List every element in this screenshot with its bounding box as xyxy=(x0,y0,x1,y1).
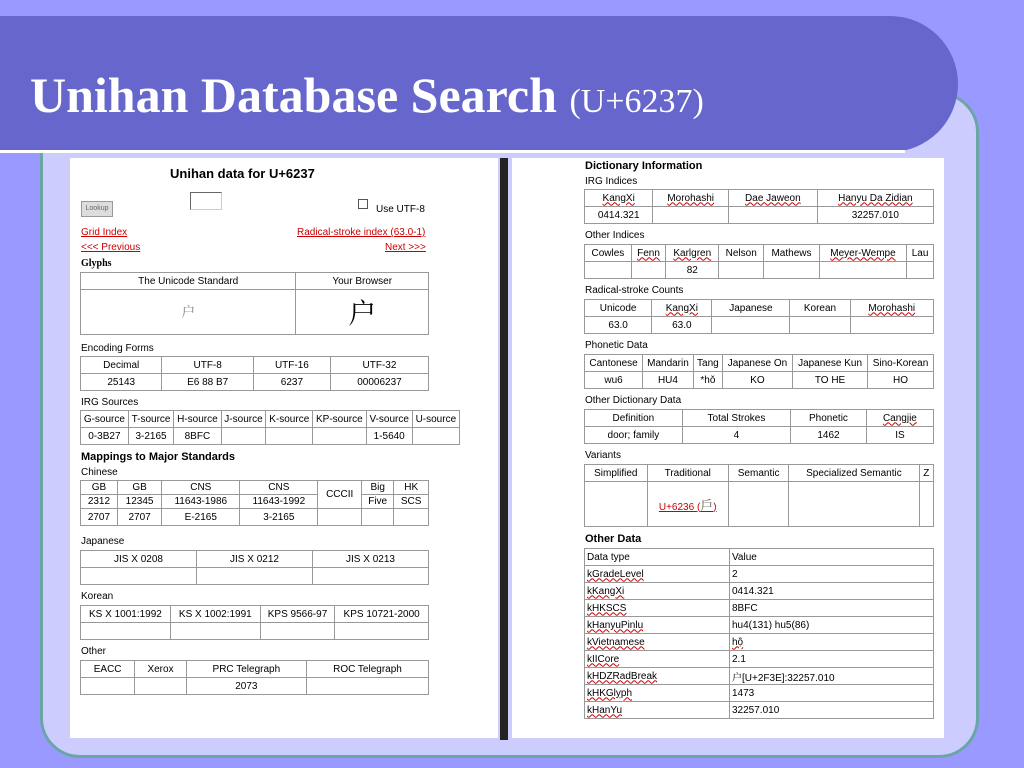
encoding-header: Decimal xyxy=(81,357,162,374)
odd-value: 1462 xyxy=(791,427,867,444)
other-index-header: Lau xyxy=(907,245,934,262)
phonetic-value: HU4 xyxy=(643,372,694,389)
left-page xyxy=(70,158,498,738)
rs-value: 63.0 xyxy=(585,317,652,334)
slide-title: Unihan Database Search (U+6237) xyxy=(30,67,704,123)
phonetic-label: Phonetic Data xyxy=(585,340,648,351)
korean-header: KPS 9566-97 xyxy=(260,606,334,623)
chinese-header: Big xyxy=(362,481,394,495)
table-row xyxy=(585,583,934,600)
irg-indices-table xyxy=(584,189,934,224)
odd-header: Phonetic xyxy=(791,410,867,427)
data-value: ⼾[U+2F3E]:32257.010 xyxy=(730,668,934,685)
irg-value: 1-5640 xyxy=(366,428,412,445)
table-row xyxy=(585,668,934,685)
irg-header: K-source xyxy=(266,411,313,428)
previous-link[interactable]: <<< Previous xyxy=(81,242,141,253)
unicode-glyph: 户 xyxy=(81,290,296,335)
right-page xyxy=(512,158,944,738)
data-type: kHKGlyph xyxy=(585,685,730,702)
data-type: kIICore xyxy=(585,651,730,668)
other-value xyxy=(135,678,187,695)
other-index-header: Meyer-Wempe xyxy=(819,245,906,262)
irg-index-value: 32257.010 xyxy=(817,207,933,224)
korean-header: KS X 1001:1992 xyxy=(81,606,171,623)
korean-value xyxy=(260,623,334,640)
chinese-value: E-2165 xyxy=(162,509,240,526)
radical-stroke-table xyxy=(584,299,934,334)
other-index-header: Karlgren xyxy=(666,245,719,262)
phonetic-header: Sino-Korean xyxy=(868,355,934,372)
korean-header: KPS 10721-2000 xyxy=(335,606,429,623)
variant-traditional xyxy=(647,482,728,527)
data-value: hộ xyxy=(730,634,934,651)
other-dictionary-table xyxy=(584,409,934,444)
other-index-header: Mathews xyxy=(764,245,820,262)
other-index-header: Nelson xyxy=(719,245,764,262)
irg-header: H-source xyxy=(174,411,221,428)
japanese-header: JIS X 0213 xyxy=(313,551,429,568)
irg-value: 0-3B27 xyxy=(81,428,129,445)
phonetic-header: Cantonese xyxy=(585,355,643,372)
other-dictionary-label: Other Dictionary Data xyxy=(585,395,682,406)
encoding-value: E6 88 B7 xyxy=(162,374,253,391)
radical-stroke-label: Radical-stroke Counts xyxy=(585,285,684,296)
other-data-table xyxy=(584,548,934,719)
data-type: kKangXi xyxy=(585,583,730,600)
rs-value: 63.0 xyxy=(652,317,712,334)
korean-value xyxy=(170,623,260,640)
irg-index-header: Hanyu Da Zidian xyxy=(817,190,933,207)
glyph-header: Your Browser xyxy=(296,273,429,290)
korean-value xyxy=(335,623,429,640)
chinese-value xyxy=(318,509,362,526)
other-value: 2073 xyxy=(186,678,306,695)
encoding-header: UTF-32 xyxy=(330,357,428,374)
rs-header: Unicode xyxy=(585,300,652,317)
chinese-header: GB xyxy=(117,481,161,495)
dictionary-info-label: Dictionary Information xyxy=(585,160,703,172)
korean-label: Korean xyxy=(81,591,114,602)
other-index-value: 82 xyxy=(666,262,719,279)
irg-indices-label: IRG Indices xyxy=(585,176,638,187)
chinese-value xyxy=(362,509,394,526)
rs-header: Morohashi xyxy=(850,300,933,317)
irg-index-header: Morohashi xyxy=(653,190,729,207)
grid-index-link[interactable]: Grid Index xyxy=(81,227,128,238)
other-data-header: Data type xyxy=(585,549,730,566)
title-band xyxy=(0,16,958,152)
glyphs-label: Glyphs xyxy=(81,258,112,269)
odd-header: Cangjie xyxy=(866,410,933,427)
irg-value xyxy=(313,428,367,445)
japanese-value xyxy=(81,568,197,585)
use-utf8-label: Use UTF-8 xyxy=(376,204,425,215)
irg-header: J-source xyxy=(221,411,266,428)
odd-value: door; family xyxy=(585,427,683,444)
phonetic-value: *hǒ xyxy=(693,372,722,389)
data-type: kGradeLevel xyxy=(585,566,730,583)
other-value xyxy=(306,678,428,695)
other-index-value xyxy=(819,262,906,279)
irg-index-value: 0414.321 xyxy=(585,207,653,224)
irg-value xyxy=(266,428,313,445)
phonetic-value: wu6 xyxy=(585,372,643,389)
rs-header: Japanese xyxy=(712,300,790,317)
encoding-value: 00006237 xyxy=(330,374,428,391)
other-mappings-label: Other xyxy=(81,646,107,657)
phonetic-value: HO xyxy=(868,372,934,389)
data-type: kVietnamese xyxy=(585,634,730,651)
data-value: 8BFC xyxy=(730,600,934,617)
rs-value xyxy=(712,317,790,334)
browser-glyph: 户 xyxy=(296,290,429,335)
other-data-label: Other Data xyxy=(585,533,642,545)
data-type: kHDZRadBreak xyxy=(585,668,730,685)
irg-index-value xyxy=(653,207,729,224)
chinese-header: 11643-1992 xyxy=(240,495,318,509)
other-index-header: Cowles xyxy=(585,245,632,262)
other-index-value xyxy=(631,262,665,279)
data-value: 2 xyxy=(730,566,934,583)
other-header: Xerox xyxy=(135,661,187,678)
variant-header: Simplified xyxy=(585,465,648,482)
mappings-label: Mappings to Major Standards xyxy=(81,451,236,463)
chinese-value: 2707 xyxy=(81,509,118,526)
variant-header: Traditional xyxy=(647,465,728,482)
chinese-value xyxy=(394,509,429,526)
other-value xyxy=(81,678,135,695)
irg-sources-table xyxy=(80,410,460,445)
search-input[interactable] xyxy=(190,192,222,210)
irg-index-header: KangXi xyxy=(585,190,653,207)
title-rule xyxy=(0,150,905,153)
encoding-table xyxy=(80,356,429,391)
other-header: PRC Telegraph xyxy=(186,661,306,678)
data-value: 1473 xyxy=(730,685,934,702)
chinese-header: SCS xyxy=(394,495,429,509)
other-indices-label: Other Indices xyxy=(585,230,645,241)
irg-index-header: Dae Jaweon xyxy=(729,190,818,207)
other-index-value xyxy=(585,262,632,279)
other-header: ROC Telegraph xyxy=(306,661,428,678)
phonetic-header: Japanese On xyxy=(722,355,792,372)
phonetic-header: Tang xyxy=(693,355,722,372)
encoding-value: 25143 xyxy=(81,374,162,391)
variant-semantic xyxy=(728,482,788,527)
irg-value: 3-2165 xyxy=(128,428,174,445)
data-type: kHanYu xyxy=(585,702,730,719)
rs-value xyxy=(790,317,850,334)
radical-index-link[interactable]: Radical-stroke index (63.0-1) xyxy=(297,227,426,238)
phonetic-value: TO HE xyxy=(793,372,868,389)
encoding-header: UTF-8 xyxy=(162,357,253,374)
irg-value xyxy=(412,428,459,445)
irg-header: V-source xyxy=(366,411,412,428)
phonetic-table xyxy=(584,354,934,389)
odd-header: Total Strokes xyxy=(682,410,790,427)
chinese-value: 3-2165 xyxy=(240,509,318,526)
irg-sources-label: IRG Sources xyxy=(81,397,139,408)
variant-header: Specialized Semantic xyxy=(789,465,919,482)
irg-header: G-source xyxy=(81,411,129,428)
chinese-table xyxy=(80,480,429,526)
chinese-header: 2312 xyxy=(81,495,118,509)
other-index-value xyxy=(764,262,820,279)
rs-header: Korean xyxy=(790,300,850,317)
korean-header: KS X 1002:1991 xyxy=(170,606,260,623)
variant-simplified xyxy=(585,482,648,527)
encoding-header: UTF-16 xyxy=(253,357,330,374)
use-utf8-checkbox[interactable] xyxy=(358,199,368,209)
chinese-header: HK xyxy=(394,481,429,495)
odd-value: IS xyxy=(866,427,933,444)
chinese-header: CNS xyxy=(240,481,318,495)
data-type: kHanyuPinlu xyxy=(585,617,730,634)
page-heading: Unihan data for U+6237 xyxy=(170,166,315,181)
chinese-header: 11643-1986 xyxy=(162,495,240,509)
encoding-label: Encoding Forms xyxy=(81,343,154,354)
variant-specialized-semantic xyxy=(789,482,919,527)
japanese-header: JIS X 0212 xyxy=(197,551,313,568)
slide-title-code: (U+6237) xyxy=(569,83,704,120)
encoding-value: 6237 xyxy=(253,374,330,391)
chinese-header: Five xyxy=(362,495,394,509)
korean-table xyxy=(80,605,429,640)
chinese-header: 12345 xyxy=(117,495,161,509)
rs-header: KangXi xyxy=(652,300,712,317)
phonetic-header: Japanese Kun xyxy=(793,355,868,372)
data-value: 0414.321 xyxy=(730,583,934,600)
other-header: EACC xyxy=(81,661,135,678)
data-value: hu4(131) hu5(86) xyxy=(730,617,934,634)
lookup-button[interactable]: Lookup xyxy=(81,201,113,217)
variants-label: Variants xyxy=(585,450,621,461)
chinese-header: GB xyxy=(81,481,118,495)
traditional-variant-link[interactable]: U+6236 (戶) xyxy=(658,497,717,513)
other-index-value xyxy=(907,262,934,279)
table-row xyxy=(585,702,934,719)
chinese-value: 2707 xyxy=(117,509,161,526)
irg-header: U-source xyxy=(412,411,459,428)
other-mappings-table xyxy=(80,660,429,695)
rs-value xyxy=(850,317,933,334)
variants-table xyxy=(584,464,934,527)
variant-header: Z xyxy=(919,465,933,482)
korean-value xyxy=(81,623,171,640)
variant-z xyxy=(919,482,933,527)
table-row xyxy=(585,685,934,702)
chinese-header: CNS xyxy=(162,481,240,495)
data-value: 32257.010 xyxy=(730,702,934,719)
other-data-header: Value xyxy=(730,549,934,566)
japanese-header: JIS X 0208 xyxy=(81,551,197,568)
irg-header: T-source xyxy=(128,411,174,428)
next-link[interactable]: Next >>> xyxy=(385,242,426,253)
odd-value: 4 xyxy=(682,427,790,444)
phonetic-header: Mandarin xyxy=(643,355,694,372)
japanese-value xyxy=(197,568,313,585)
data-value: 2.1 xyxy=(730,651,934,668)
glyphs-table xyxy=(80,272,429,335)
japanese-value xyxy=(313,568,429,585)
variant-header: Semantic xyxy=(728,465,788,482)
traditional-variant-glyph: 戶 xyxy=(700,497,714,513)
chinese-header: CCCII xyxy=(318,481,362,509)
phonetic-value: KO xyxy=(722,372,792,389)
data-type: kHKSCS xyxy=(585,600,730,617)
other-index-value xyxy=(719,262,764,279)
irg-index-value xyxy=(729,207,818,224)
table-row xyxy=(585,566,934,583)
odd-header: Definition xyxy=(585,410,683,427)
table-row xyxy=(585,600,934,617)
japanese-table xyxy=(80,550,429,585)
irg-value: 8BFC xyxy=(174,428,221,445)
table-row xyxy=(585,634,934,651)
irg-header: KP-source xyxy=(313,411,367,428)
other-index-header: Fenn xyxy=(631,245,665,262)
japanese-label: Japanese xyxy=(81,536,125,547)
chinese-label: Chinese xyxy=(81,467,118,478)
table-row xyxy=(585,651,934,668)
other-indices-table xyxy=(584,244,934,279)
glyph-header: The Unicode Standard xyxy=(81,273,296,290)
page-divider xyxy=(500,158,508,740)
table-row xyxy=(585,617,934,634)
irg-value xyxy=(221,428,266,445)
